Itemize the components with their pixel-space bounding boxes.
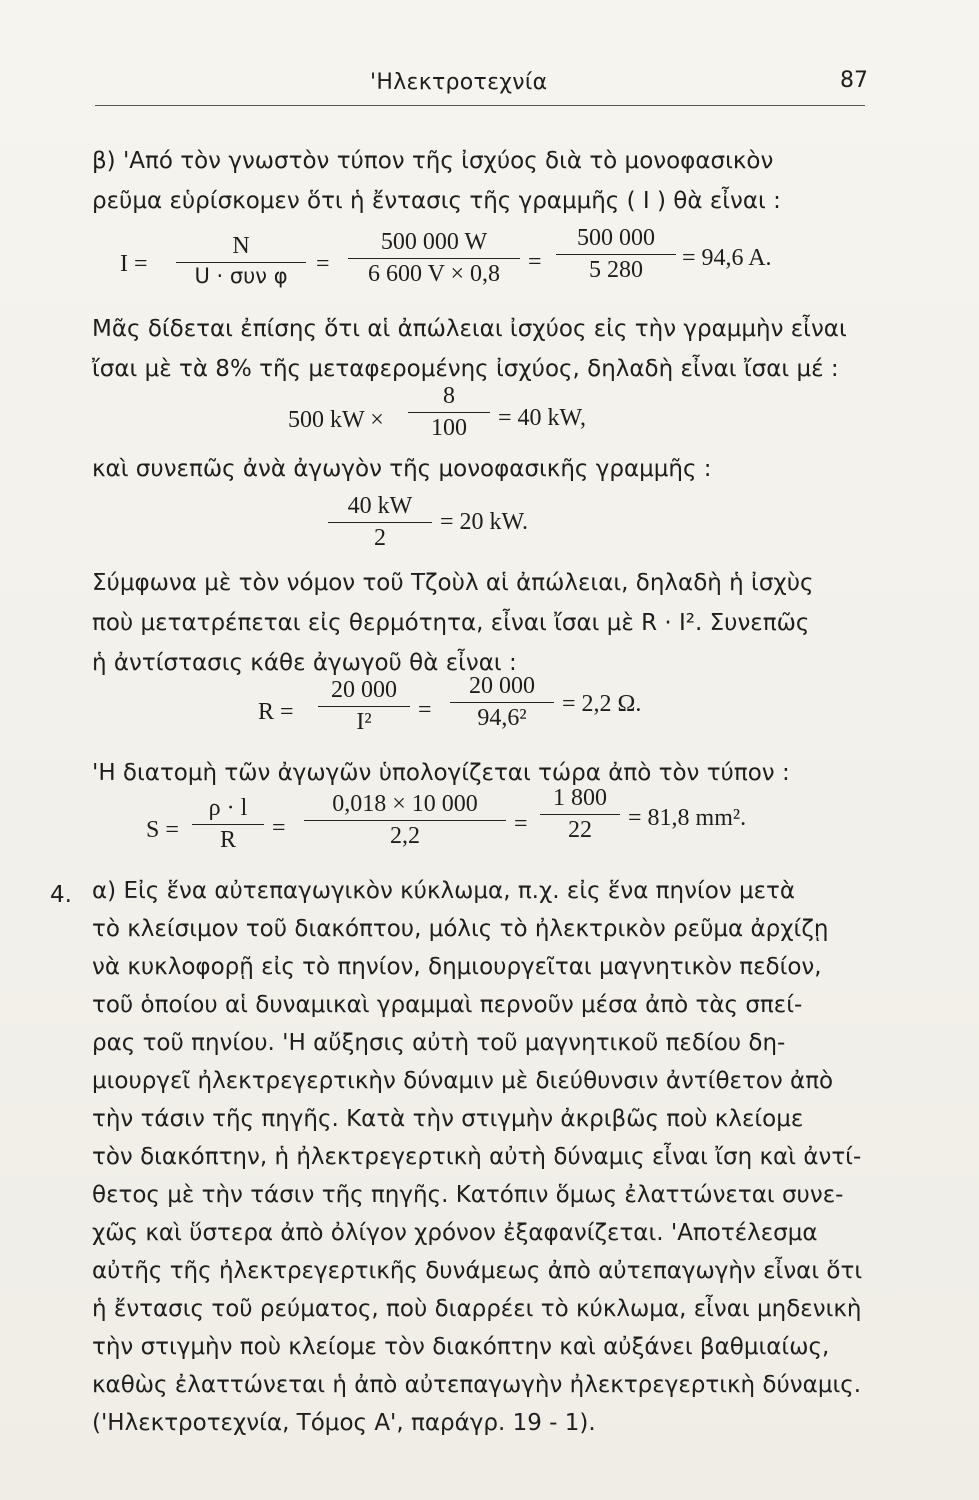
item-4-line: τὸ κλείσιμον τοῦ διακόπτου, μόλις τὸ ἠλεκτρικὸν ρεῦμα ἀρχίζῃ [92,916,829,942]
fraction-numerator: 500 000 [556,226,676,255]
item-4-line: ρας τοῦ πηνίου. 'Η αὔξησις αὐτὴ τοῦ μαγνητικοῦ πεδίου δη- [92,1030,786,1056]
eq-cross-section-result: = 81,8 mm². [628,805,747,831]
losses-line-2: ἴσαι μὲ τὰ 8% τῆς μεταφερομένης ἰσχύος, δηλαδὴ εἶναι ἴσαι μέ : [92,356,839,382]
item-4-line: ἡ ἔντασις τοῦ ρεύματος, ποὺ διαρρέει τὸ κύκλωμα, εἶναι μηδενικὴ [92,1296,862,1322]
eq-current-fraction-3 [556,226,676,282]
joule-line-2: ποὺ μετατρέπεται εἰς θερμότητα, εἶναι ἴσαι μὲ R · I². Συνεπῶς [92,610,810,636]
fraction-numerator: N [176,234,306,263]
per-conductor-line-1: καὶ συνεπῶς ἀνὰ ἀγωγὸν τῆς μονοφασικῆς γραμμῆς : [92,456,712,482]
fraction-denominator: 5 280 [589,257,643,283]
item-4-line: τοῦ ὁποίου αἱ δυναμικαὶ γραμμαὶ περνοῦν μέσα ἀπὸ τὰς σπεί- [92,992,803,1018]
eq-current-fraction-2 [348,230,520,286]
fraction-numerator: 40 kW [328,494,432,523]
eq-current-fraction-1 [176,234,306,287]
eq-per-conductor-fraction [328,494,432,550]
eq-resistance-lhs: R = [258,699,294,725]
item-4-line: τὴν στιγμὴν ποὺ κλείομε τὸν διακόπτην καὶ αὐξάνει βαθμιαίως, [92,1334,830,1360]
losses-line-1: Μᾶς δίδεται ἐπίσης ὅτι αἱ ἀπώλειαι ἰσχύος εἰς τὴν γραμμὴν εἶναι [92,316,847,342]
header-rule [95,105,865,106]
eq-current-result: = 94,6 A. [682,245,772,271]
eq-current-lhs: I = [120,251,148,277]
fraction-denominator: 100 [431,415,467,441]
item-4-number: 4. [50,882,72,908]
fraction-denominator: 2 [374,525,386,551]
eq-cross-section-lhs: S = [146,817,179,843]
eq-resistance-result: = 2,2 Ω. [562,691,642,717]
item-4-line: α) Εἰς ἕνα αὐτεπαγωγικὸν κύκλωμα, π.χ. εἰς ἕνα πηνίον μετὰ [92,878,796,904]
fraction-denominator: I² [356,709,372,735]
fraction-numerator: 20 000 [318,678,410,707]
item-4-line: τὸν διακόπτην, ἡ ἠλεκτρεγερτικὴ αὐτὴ δύναμις εἶναι ἴση καὶ ἀντί- [92,1144,862,1170]
fraction-numerator: 20 000 [450,674,554,703]
item-4-reference: ('Ηλεκτροτεχνία, Τόμος Α', παράγρ. 19 - 1). [92,1410,596,1436]
eq-losses-fraction [408,384,490,440]
fraction-denominator: U · συν φ [194,264,288,288]
fraction-denominator: 22 [568,817,592,843]
eq-cross-section-fraction-1 [192,796,264,852]
eq-cross-section-fraction-3 [540,786,620,842]
fraction-numerator: 8 [408,384,490,413]
item-4-line: μιουργεῖ ἠλεκτρεγερτικὴν δύναμιν μὲ διεύθυνσιν ἀντίθετον ἀπὸ [92,1068,834,1094]
item-4-line: τὴν τάσιν τῆς πηγῆς. Κατὰ τὴν στιγμὴν ἀκριβῶς ποὺ κλείομε [92,1106,804,1132]
eq-resistance-equals: = [418,697,432,723]
fraction-denominator: R [219,827,236,853]
fraction-numerator: 500 000 W [348,230,520,259]
fraction-denominator: 2,2 [390,823,420,849]
eq-current-equals-2: = [528,249,542,275]
fraction-numerator: 0,018 × 10 000 [304,792,506,821]
eq-cross-section-fraction-2 [304,792,506,848]
eq-cross-section-equals-1: = [272,815,286,841]
eq-current-equals-1: = [316,251,330,277]
section-b-line-2: ρεῦμα εὑρίσκομεν ὅτι ἡ ἔντασις τῆς γραμμῆς ( I ) θὰ εἶναι : [92,188,781,214]
eq-losses-result: = 40 kW, [498,405,586,431]
joule-line-3: ἡ ἀντίστασις κάθε ἀγωγοῦ θὰ εἶναι : [92,650,517,676]
item-4-line: χῶς καὶ ὕστερα ἀπὸ ὀλίγον χρόνον ἐξαφανίζεται. 'Αποτέλεσμα [92,1220,818,1246]
cross-section-line-1: 'Η διατομὴ τῶν ἀγωγῶν ὑπολογίζεται τώρα ἀπὸ τὸν τύπον : [92,760,790,786]
eq-losses-lhs: 500 kW × [288,407,384,433]
fraction-denominator: 94,6² [477,705,527,731]
page-header [0,70,979,110]
eq-per-conductor-result: = 20 kW. [440,509,528,535]
eq-cross-section-equals-2: = [514,811,528,837]
fraction-numerator: ρ · l [192,796,264,825]
item-4-line: αὐτῆς τῆς ἠλεκτρεγερτικῆς δυνάμεως ἀπὸ αὐτεπαγωγὴν εἶναι ὅτι [92,1258,863,1284]
fraction-denominator: 6 600 V × 0,8 [368,261,500,287]
item-4-line: νὰ κυκλοφορῇ εἰς τὸ πηνίον, δημιουργεῖται μαγνητικὸν πεδίον, [92,954,822,980]
running-title: 'Ηλεκτροτεχνία [370,70,548,95]
page-number: 87 [840,68,868,93]
item-4-line: καθὼς ἐλαττώνεται ἡ ἀπὸ αὐτεπαγωγὴν ἠλεκτρεγερτικὴ δύναμις. [92,1372,862,1398]
section-b-line-1: β) 'Από τὸν γνωστὸν τύπον τῆς ἰσχύος διὰ τὸ μονοφασικὸν [92,148,774,174]
eq-resistance-fraction-1 [318,678,410,734]
item-4-line: θετος μὲ τὴν τάσιν τῆς πηγῆς. Κατόπιν ὅμως ἐλαττώνεται συνε- [92,1182,844,1208]
fraction-numerator: 1 800 [540,786,620,815]
joule-line-1: Σύμφωνα μὲ τὸν νόμον τοῦ Τζοὺλ αἱ ἀπώλειαι, δηλαδὴ ἡ ἰσχὺς [92,570,814,596]
eq-resistance-fraction-2 [450,674,554,730]
